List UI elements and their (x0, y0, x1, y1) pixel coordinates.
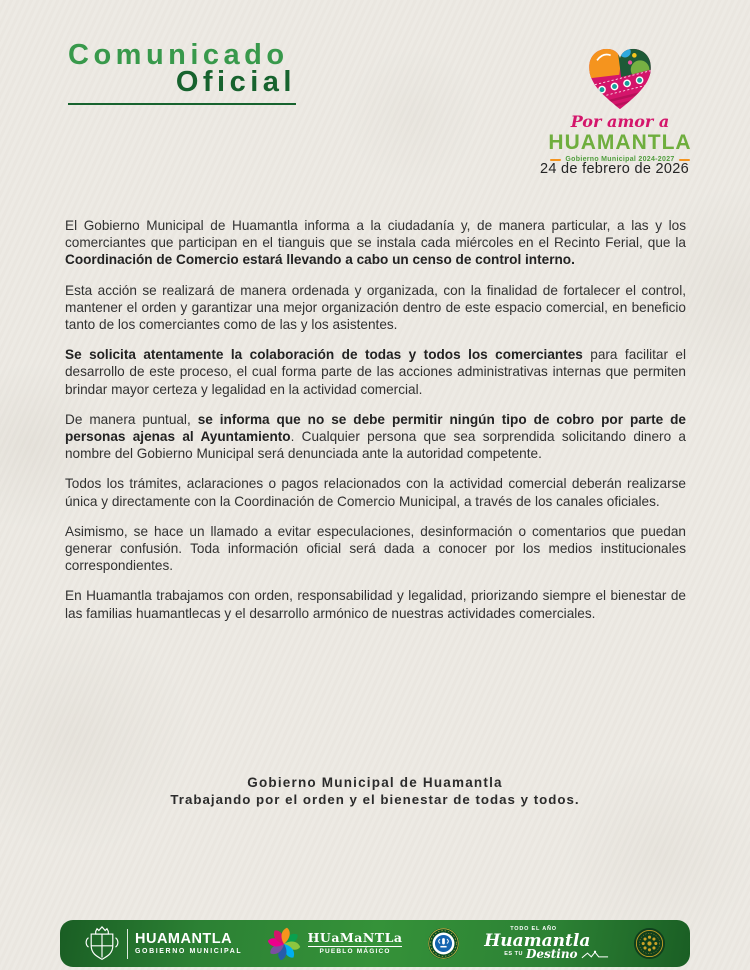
municipal-crest-icon (84, 924, 120, 964)
paragraph: De manera puntual, se informa que no se debe permitir ningún tipo de cobro por parte de personas ajenas al Ayuntamiento. Cualquier persona que sea sorprendida solicitando dinero a nombre del Gobierno Municipal será denunciada ante la autoridad competente. (65, 411, 686, 462)
signature-line2: Trabajando por el orden y el bienestar de todas y todos. (170, 792, 580, 807)
municipal-government-logo (84, 924, 242, 964)
signature-block (0, 774, 750, 808)
paragraph: Asimismo, se hace un llamado a evitar especulaciones, desinformación o comentarios que puedan generar confusión. Toda información oficial será dada a conocer por los medios institucionales correspondientes. (65, 523, 686, 574)
paragraph: Esta acción se realizará de manera ordenada y organizada, con la finalidad de fortalecer el control, mantener el orden y garantizar una mejor organización dentro de este espacio comercial, en beneficio tanto de los comerciantes como de las y los asistentes. (65, 282, 686, 333)
signature-line1: Gobierno Municipal de Huamantla (247, 775, 503, 790)
brand-name: HUAMANTLA (548, 131, 692, 154)
destino-swoosh-icon (581, 950, 609, 960)
brand-tagline: Por amor a (570, 112, 670, 131)
paragraph: Se solicita atentamente la colaboración de todas y todos los comerciantes para facilitar el desarrollo de este proceso, el cual forma parte de las acciones administrativas internas que permiten brindar mayor certeza y legalidad en la actividad comercial. (65, 347, 686, 397)
paragraph: El Gobierno Municipal de Huamantla informa a la ciudadanía y, de manera particular, a las y los comerciantes que participan en el tianguis que se instala cada miércoles en el Recinto Ferial, que la Coordinación de Comercio estará llevando a cabo un censo de control interno. (65, 218, 686, 268)
footer-pueblo-name: HUaMaNTLa (307, 929, 403, 945)
footer-divider (127, 929, 128, 959)
title-line2: Oficial (175, 66, 296, 98)
page-title (68, 39, 296, 105)
municipal-seal-icon (633, 927, 666, 960)
document-date: 24 de febrero de 2026 (540, 161, 689, 177)
footer-municipal-subtitle: GOBIERNO MUNICIPAL (135, 948, 243, 956)
administration-label: Gobierno Municipal 2024-2027 (565, 156, 675, 163)
paragraph: Todos los trámites, aclaraciones o pagos relacionados con la actividad comercial deberán realizarse única y directamente con la Coordinación de Comercio Municipal, a través de los canales oficiales. (65, 476, 686, 509)
footer-municipal-name: HUAMANTLA (135, 930, 233, 947)
title-line1: Comunicado (68, 39, 289, 71)
destino-name: Huamantla (484, 931, 591, 952)
destino-top-label: TODO EL AÑO (510, 925, 557, 932)
pueblo-magico-logo (267, 927, 403, 961)
destino-mid-label: ES TU (504, 950, 523, 957)
paragraph: En Huamantla trabajamos con orden, responsabilidad y legalidad, priorizando siempre el bienestar de las familias huamantlecas y el desarrollo armónico de nuestras actividades comerciales. (65, 588, 686, 621)
body-paragraphs (65, 217, 686, 635)
huamantla-brand-logo (542, 46, 698, 163)
footer-logo-bar (60, 920, 690, 967)
heart-logo-icon (567, 46, 673, 112)
footer-pueblo-subtitle: PUEBLO MÁGICO (319, 947, 391, 955)
destino-script-word: Destino (525, 947, 578, 962)
destino-logo (484, 927, 608, 961)
pueblo-magico-pinwheel-icon (267, 927, 301, 961)
guinness-record-badge-icon (427, 927, 460, 960)
